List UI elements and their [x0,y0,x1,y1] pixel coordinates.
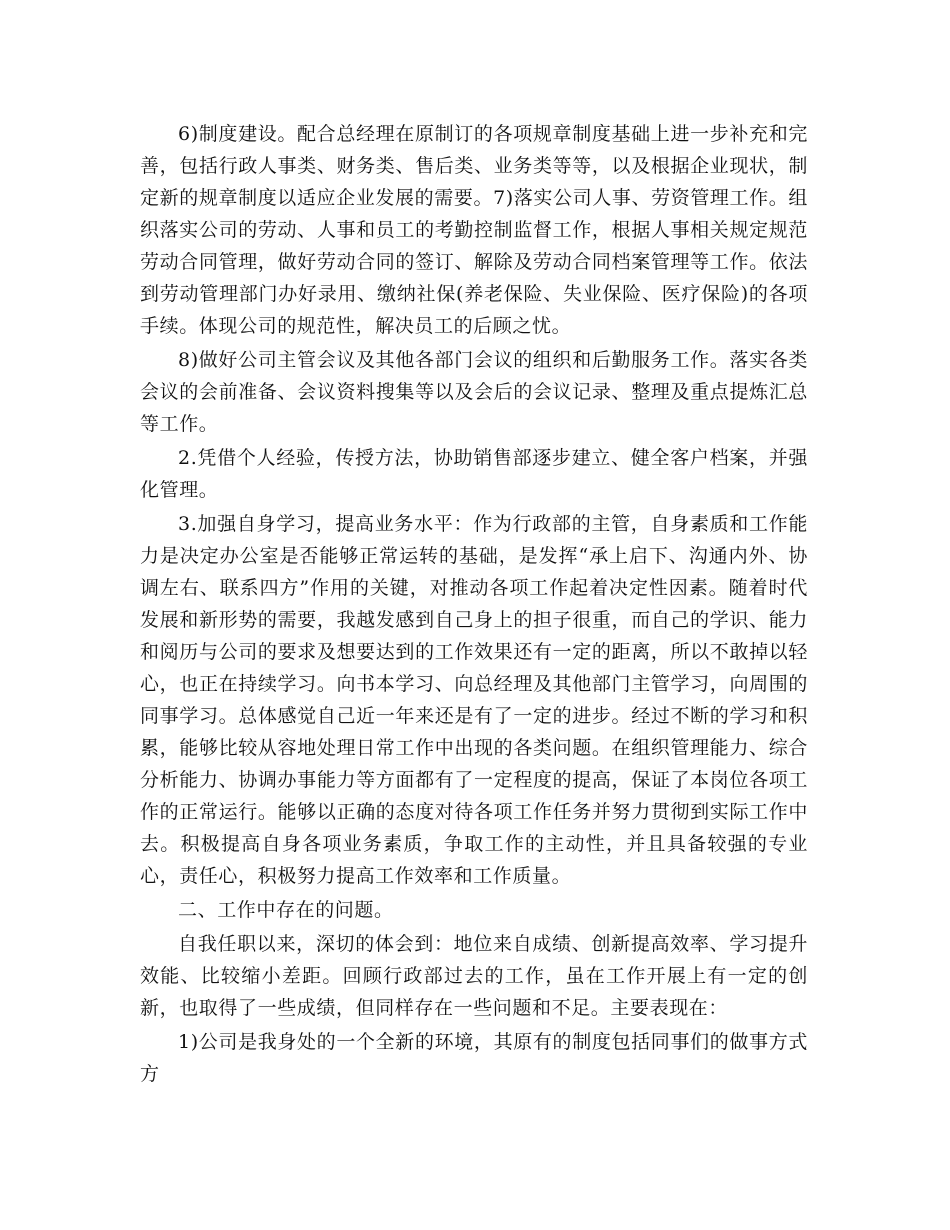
paragraph-new-environment: 1)公司是我身处的一个全新的环境，其原有的制度包括同事们的做事方式方 [140,1031,808,1085]
paragraph-self-study: 3.加强自身学习，提高业务水平：作为行政部的主管，自身素质和工作能力是决定办公室是否能够正常运转的基础，是发挥“承上启下、沟通内外、协调左右、联系四方”作用的关键，对推动各项工作起着决定性因素。随着时代发展和新形势的需要，我越发感到自己身上的担子很重，而自己的学识、能力和阅历与公司的要求及想要达到的工作效果还有一定的距离，所以不敢掉以轻心，也正在持续学习。向书本学习、向总经理及其他部门主管学习，向周围的同事学习。总体感觉自己近一年来还是有了一定的进步。经过不断的学习和积累，能够比较从容地处理日常工作中出现的各类问题。在组织管理能力、综合分析能力、协调办事能力等方面都有了一定程度的提高，保证了本岗位各项工作的正常运行。能够以正确的态度对待各项工作任务并努力贯彻到实际工作中去。积极提高自身各项业务素质，争取工作的主动性，并且具备较强的专业心，责任心，积极努力提高工作效率和工作质量。 [140,513,808,887]
paragraph-meeting-service: 8)做好公司主管会议及其他各部门会议的组织和后勤服务工作。落实各类会议的会前准备、会议资料搜集等以及会后的会议记录、整理及重点提炼汇总等工作。 [140,349,808,435]
paragraph-system-building: 6)制度建设。配合总经理在原制订的各项规章制度基础上进一步补充和完善，包括行政人事类、财务类、售后类、业务类等等，以及根据企业现状，制定新的规章制度以适应企业发展的需要。7)落实公司人事、劳资管理工作。组织落实公司的劳动、人事和员工的考勤控制监督工作，根据人事相关规定规范劳动合同管理，做好劳动合同的签订、解除及劳动合同档案管理等工作。依法到劳动管理部门办好录用、缴纳社保(养老保险、失业保险、医疗保险)的各项手续。体现公司的规范性，解决员工的后顾之忧。 [140,123,808,337]
paragraph-experience: 自我任职以来，深切的体会到：地位来自成绩、创新提高效率、学习提升效能、比较缩小差距。回顾行政部过去的工作，虽在工作开展上有一定的创新，也取得了一些成绩，但同样存在一些问题和不足。主要表现在： [140,933,808,1019]
paragraph-customer-archive: 2.凭借个人经验，传授方法，协助销售部逐步建立、健全客户档案，并强化管理。 [140,447,808,501]
section-heading-problems: 二、工作中存在的问题。 [178,899,394,921]
document-page [140,118,808,1092]
